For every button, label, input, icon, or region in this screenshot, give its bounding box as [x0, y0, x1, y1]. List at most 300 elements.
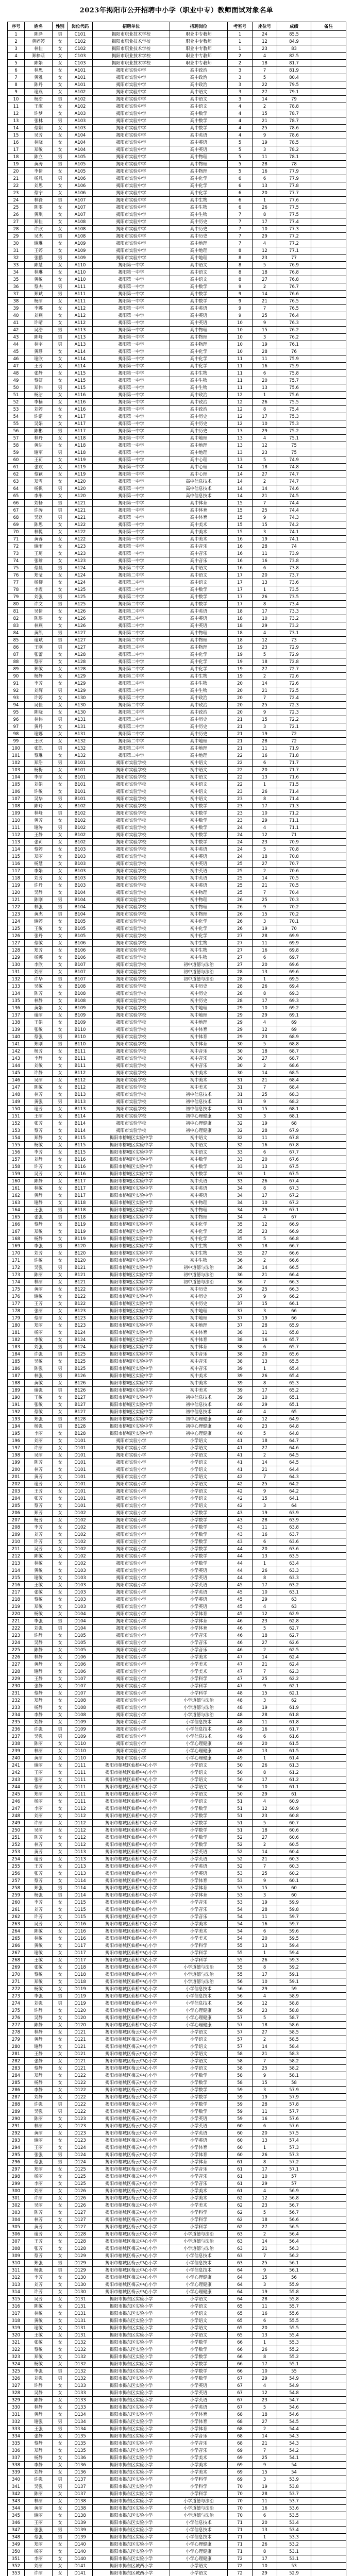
cell-index: 77	[8, 579, 25, 586]
cell-gender: 女	[53, 868, 68, 875]
cell-remark	[311, 2195, 346, 2202]
cell-name: 刘丽	[25, 1812, 53, 1820]
cell-unit: 揭阳市榕城区梅云中心小学	[93, 2036, 170, 2043]
cell-position: 小学英语	[170, 2397, 228, 2404]
cell-seat: 1	[253, 1560, 277, 1567]
cell-seat: 1	[253, 1365, 277, 1372]
cell-remark	[311, 493, 346, 500]
cell-post-code: D133	[68, 2382, 93, 2389]
cell-room: 48	[228, 1719, 253, 1726]
cell-gender: 男	[53, 2101, 68, 2108]
cell-remark	[311, 933, 346, 940]
cell-gender: 女	[53, 2563, 68, 2570]
cell-gender: 女	[53, 2166, 68, 2173]
table-row	[8, 2029, 346, 2036]
table-row	[8, 1019, 346, 1026]
cell-score: 61.9	[277, 1704, 311, 1711]
cell-score: 57.7	[277, 2108, 311, 2115]
cell-unit: 揭阳第二中学	[93, 586, 170, 594]
cell-remark	[311, 2065, 346, 2072]
table-row	[8, 276, 346, 283]
cell-position: 职业中专教师	[170, 38, 228, 45]
cell-seat: 6	[253, 1733, 277, 1740]
cell-room: 59	[228, 2115, 253, 2123]
cell-index: 351	[8, 2555, 25, 2563]
cell-score: 76.3	[277, 319, 311, 327]
cell-remark	[311, 2050, 346, 2058]
cell-gender: 女	[53, 89, 68, 96]
cell-unit: 揭阳市揭东区实验小学	[93, 2368, 170, 2375]
cell-remark	[311, 175, 346, 182]
cell-remark	[311, 2447, 346, 2454]
cell-unit: 揭阳市揭东区实验小学	[93, 2303, 170, 2310]
cell-score: 56.1	[277, 2260, 311, 2267]
cell-remark	[311, 940, 346, 947]
table-row	[8, 2195, 346, 2202]
cell-unit: 揭阳市榕城区实验中学	[93, 1358, 170, 1365]
cell-name: 吴敏	[25, 983, 53, 990]
cell-remark	[311, 1668, 346, 1675]
cell-position: 高中英语	[170, 622, 228, 630]
cell-post-code: A102	[68, 96, 93, 103]
cell-gender: 女	[53, 1553, 68, 1560]
cell-post-code: B120	[68, 1250, 93, 1257]
cell-remark	[311, 1250, 346, 1257]
cell-index: 213	[8, 1560, 25, 1567]
table-row	[8, 312, 346, 319]
cell-score: 66.7	[277, 1243, 311, 1250]
cell-unit: 揭阳市榕城区实验中学	[93, 1430, 170, 1437]
table-row	[8, 586, 346, 594]
cell-remark	[311, 2014, 346, 2022]
cell-gender: 男	[53, 1041, 68, 1048]
cell-index: 99	[8, 738, 25, 745]
cell-post-code: A113	[68, 341, 93, 348]
cell-room: 24	[228, 839, 253, 846]
cell-position: 小学语文	[170, 1488, 228, 1495]
cell-seat: 3	[253, 918, 277, 925]
cell-room: 9	[228, 312, 253, 319]
cell-index: 55	[8, 420, 25, 428]
cell-gender: 男	[53, 824, 68, 832]
cell-remark	[311, 1913, 346, 1921]
cell-index: 36	[8, 283, 25, 291]
cell-gender: 女	[53, 1257, 68, 1264]
cell-score: 55.5	[277, 2317, 311, 2325]
cell-position: 初中音乐	[170, 1055, 228, 1062]
cell-name: 陈静	[25, 1647, 53, 1654]
cell-seat: 23	[253, 1228, 277, 1235]
table-row	[8, 2115, 346, 2123]
cell-room: 42	[228, 1481, 253, 1488]
cell-name: 张静	[25, 2058, 53, 2065]
table-row	[8, 940, 346, 947]
cell-name: 王芳	[25, 2238, 53, 2245]
cell-unit: 揭阳第一中学	[93, 420, 170, 428]
table-row	[8, 2426, 346, 2433]
cell-seat: 23	[253, 449, 277, 456]
cell-room: 18	[228, 608, 253, 615]
cell-gender: 男	[53, 2527, 68, 2534]
cell-position: 小学数学	[170, 1553, 228, 1560]
cell-remark	[311, 1430, 346, 1437]
cell-unit: 揭阳市揭东区城西小学	[93, 2563, 170, 2570]
cell-seat: 6	[253, 1538, 277, 1546]
cell-position: 小学科学	[170, 2216, 228, 2224]
cell-unit: 揭阳市榕城区梅云中心小学	[93, 2123, 170, 2130]
cell-remark	[311, 2462, 346, 2469]
cell-position: 初中物理	[170, 904, 228, 911]
cell-score: 77.8	[277, 182, 311, 190]
cell-score: 56.2	[277, 2252, 311, 2260]
cell-score: 64.4	[277, 1466, 311, 1473]
cell-position: 初中英语	[170, 1178, 228, 1185]
cell-gender: 男	[53, 911, 68, 918]
cell-remark	[311, 1921, 346, 1928]
cell-gender: 女	[53, 2462, 68, 2469]
cell-seat: 13	[253, 2332, 277, 2339]
cell-position: 小学心理健康	[170, 1748, 228, 1755]
cell-post-code: D136	[68, 2469, 93, 2476]
table-row	[8, 2411, 346, 2418]
cell-remark	[311, 579, 346, 586]
table-row	[8, 89, 346, 96]
cell-gender: 女	[53, 1906, 68, 1913]
cell-remark	[311, 1733, 346, 1740]
cell-room: 52	[228, 1834, 253, 1841]
cell-unit: 揭阳市实验小学	[93, 1481, 170, 1488]
cell-position: 小学道德与法治	[170, 2498, 228, 2505]
cell-remark	[311, 1409, 346, 1416]
cell-post-code: B103	[68, 868, 93, 875]
cell-room: 20	[228, 709, 253, 716]
cell-seat: 25	[253, 2260, 277, 2267]
cell-score: 62.9	[277, 1611, 311, 1618]
cell-name: 吴静	[25, 2389, 53, 2397]
table-row	[8, 572, 346, 579]
cell-seat: 7	[253, 1668, 277, 1675]
cell-score: 53.4	[277, 2527, 311, 2534]
cell-gender: 女	[53, 478, 68, 485]
cell-index: 266	[8, 1942, 25, 1950]
cell-seat: 20	[253, 767, 277, 774]
cell-position: 高中化学	[170, 363, 228, 370]
cell-score: 73.2	[277, 622, 311, 630]
cell-index: 218	[8, 1596, 25, 1603]
cell-index: 212	[8, 1553, 25, 1560]
cell-index: 181	[8, 1329, 25, 1336]
cell-seat: 16	[253, 1921, 277, 1928]
table-row	[8, 1553, 346, 1560]
cell-room: 32	[228, 1113, 253, 1120]
table-row	[8, 269, 346, 276]
cell-index: 98	[8, 731, 25, 738]
cell-position: 小学体育	[170, 1877, 228, 1885]
cell-seat: 15	[253, 327, 277, 334]
cell-unit: 揭阳市榕城区仙桥中心小学	[93, 1942, 170, 1950]
cell-name: 郑敏	[25, 146, 53, 154]
cell-position: 小学音乐	[170, 2440, 228, 2447]
table-row	[8, 2231, 346, 2238]
cell-seat: 9	[253, 904, 277, 911]
cell-post-code: A126	[68, 622, 93, 630]
cell-score: 58.1	[277, 2072, 311, 2079]
cell-unit: 揭阳市揭东区实验小学	[93, 2548, 170, 2555]
cell-gender: 男	[53, 514, 68, 521]
cell-gender: 女	[53, 529, 68, 536]
cell-remark	[311, 1964, 346, 1971]
table-row	[8, 291, 346, 298]
cell-unit: 揭阳市榕城区梅云中心小学	[93, 2252, 170, 2260]
cell-unit: 揭阳第二中学	[93, 615, 170, 622]
cell-seat: 8	[253, 2353, 277, 2361]
cell-post-code: D107	[68, 1683, 93, 1690]
cell-post-code: D125	[68, 2173, 93, 2180]
cell-room: 41	[228, 1466, 253, 1473]
cell-unit: 揭阳市榕城区实验中学	[93, 1351, 170, 1358]
cell-index: 41	[8, 319, 25, 327]
cell-remark	[311, 298, 346, 305]
cell-position: 高中地理	[170, 752, 228, 759]
cell-gender: 女	[53, 1928, 68, 1935]
cell-gender: 女	[53, 2317, 68, 2325]
cell-score: 73.7	[277, 572, 311, 579]
cell-name: 王敏	[25, 1957, 53, 1964]
cell-seat: 17	[253, 1192, 277, 1199]
cell-score: 66.2	[277, 1293, 311, 1300]
table-row	[8, 954, 346, 961]
cell-room: 10	[228, 334, 253, 341]
table-row	[8, 868, 346, 875]
cell-room: 66	[228, 2353, 253, 2361]
cell-score: 75	[277, 442, 311, 449]
cell-room: 27	[228, 940, 253, 947]
cell-gender: 女	[53, 1163, 68, 1171]
cell-unit: 揭阳市实验小学	[93, 1502, 170, 1510]
table-row	[8, 255, 346, 262]
cell-unit: 揭阳市实验学校	[93, 1070, 170, 1077]
cell-remark	[311, 190, 346, 197]
cell-room: 47	[228, 1654, 253, 1661]
cell-score: 56.7	[277, 2209, 311, 2216]
cell-unit: 揭阳市实验小学	[93, 1524, 170, 1531]
cell-unit: 揭阳市榕城区梅云中心小学	[93, 2209, 170, 2216]
cell-room: 28	[228, 969, 253, 976]
cell-post-code: A115	[68, 384, 93, 392]
cell-index: 210	[8, 1538, 25, 1546]
table-row	[8, 1315, 346, 1322]
table-row	[8, 1618, 346, 1625]
table-row	[8, 2101, 346, 2108]
cell-position: 小学信息技术	[170, 1986, 228, 1993]
cell-remark	[311, 348, 346, 355]
cell-post-code: D109	[68, 1719, 93, 1726]
table-row	[8, 1740, 346, 1748]
cell-post-code: D104	[68, 1611, 93, 1618]
cell-remark	[311, 2029, 346, 2036]
cell-score: 61.2	[277, 1769, 311, 1776]
cell-seat: 14	[253, 1654, 277, 1661]
cell-score: 69	[277, 1019, 311, 1026]
cell-position: 初中语文	[170, 795, 228, 803]
cell-unit: 揭阳第二中学	[93, 731, 170, 738]
cell-remark	[311, 875, 346, 882]
cell-remark	[311, 2180, 346, 2188]
cell-index: 217	[8, 1589, 25, 1596]
cell-score: 73.5	[277, 586, 311, 594]
cell-position: 小学道德与法治	[170, 1704, 228, 1711]
cell-remark	[311, 1849, 346, 1856]
cell-score: 74.3	[277, 514, 311, 521]
cell-position: 小学心理健康	[170, 2555, 228, 2563]
cell-index: 3	[8, 45, 25, 53]
table-row	[8, 2469, 346, 2476]
cell-gender: 女	[53, 1279, 68, 1286]
cell-post-code: D113	[68, 1863, 93, 1870]
cell-score: 67.4	[277, 1178, 311, 1185]
cell-position: 小学语文	[170, 1459, 228, 1466]
cell-seat: 4	[253, 1993, 277, 2000]
cell-remark	[311, 1272, 346, 1279]
cell-room: 7	[228, 226, 253, 233]
cell-unit: 揭阳市职业技术学校	[93, 31, 170, 38]
cell-post-code: A119	[68, 471, 93, 478]
cell-position: 高中信息技术	[170, 478, 228, 485]
cell-index: 71	[8, 536, 25, 543]
cell-index: 20	[8, 168, 25, 175]
cell-name: 吴芳	[25, 1546, 53, 1553]
cell-score: 55.3	[277, 2339, 311, 2346]
cell-gender: 女	[53, 615, 68, 622]
cell-score: 77.9	[277, 168, 311, 175]
cell-post-code: B121	[68, 1272, 93, 1279]
cell-gender: 女	[53, 1272, 68, 1279]
cell-score: 70.8	[277, 853, 311, 860]
cell-remark	[311, 132, 346, 139]
cell-position: 高中语文	[170, 579, 228, 586]
cell-position: 小学科学	[170, 1675, 228, 1683]
cell-name: 谢娜	[25, 731, 53, 738]
cell-room: 2	[228, 53, 253, 60]
cell-score: 66	[277, 1308, 311, 1315]
cell-room: 70	[228, 2505, 253, 2512]
cell-position: 小学语文	[170, 1481, 228, 1488]
cell-seat: 4	[253, 824, 277, 832]
cell-seat: 27	[253, 1445, 277, 1452]
cell-name: 刘强	[25, 2000, 53, 2007]
cell-post-code: D112	[68, 1812, 93, 1820]
cell-name: 刘丽	[25, 2563, 53, 2570]
cell-seat: 15	[253, 1106, 277, 1113]
cell-gender: 女	[53, 2173, 68, 2180]
table-row	[8, 1041, 346, 1048]
cell-remark	[311, 2426, 346, 2433]
cell-unit: 揭阳市实验小学	[93, 1755, 170, 1762]
table-row	[8, 1776, 346, 1784]
cell-index: 132	[8, 976, 25, 983]
cell-name: 陈玲	[25, 803, 53, 810]
cell-index: 299	[8, 2180, 25, 2188]
cell-name: 杨芳	[25, 1048, 53, 1055]
cell-index: 349	[8, 2541, 25, 2548]
cell-index: 341	[8, 2483, 25, 2490]
cell-remark	[311, 240, 346, 247]
cell-remark	[311, 1070, 346, 1077]
cell-score: 77.7	[277, 190, 311, 197]
cell-position: 初中道德与法治	[170, 976, 228, 983]
cell-name: 郑敏	[25, 1603, 53, 1611]
cell-room: 44	[228, 1567, 253, 1574]
cell-index: 161	[8, 1185, 25, 1192]
cell-gender: 女	[53, 1755, 68, 1762]
cell-post-code: A106	[68, 190, 93, 197]
cell-unit: 揭阳市榕城区仙桥中心小学	[93, 1849, 170, 1856]
cell-room: 31	[228, 1077, 253, 1084]
cell-gender: 女	[53, 53, 68, 60]
cell-name: 杨梅	[25, 767, 53, 774]
cell-index: 62	[8, 471, 25, 478]
cell-index: 272	[8, 1986, 25, 1993]
cell-seat: 25	[253, 1675, 277, 1683]
cell-index: 136	[8, 1005, 25, 1012]
cell-post-code: A130	[68, 702, 93, 709]
cell-gender: 女	[53, 2397, 68, 2404]
cell-name: 张强	[25, 2527, 53, 2534]
cell-index: 345	[8, 2512, 25, 2519]
cell-name: 郑浩	[25, 759, 53, 767]
cell-remark	[311, 2159, 346, 2166]
cell-remark	[311, 2469, 346, 2476]
cell-index: 111	[8, 824, 25, 832]
cell-post-code: A120	[68, 493, 93, 500]
table-row	[8, 132, 346, 139]
cell-remark	[311, 2418, 346, 2426]
cell-room: 52	[228, 1863, 253, 1870]
cell-score: 54.5	[277, 2418, 311, 2426]
cell-room: 56	[228, 1978, 253, 1986]
cell-position: 初中生物	[170, 954, 228, 961]
cell-gender: 男	[53, 2159, 68, 2166]
cell-gender: 女	[53, 1286, 68, 1293]
cell-unit: 揭阳市榕城区梅云中心小学	[93, 2101, 170, 2108]
cell-score: 76.5	[277, 298, 311, 305]
cell-score: 54.6	[277, 2411, 311, 2418]
cell-seat: 17	[253, 413, 277, 420]
cell-seat: 26	[253, 1178, 277, 1185]
cell-gender: 女	[53, 1502, 68, 1510]
cell-remark	[311, 1618, 346, 1625]
cell-index: 219	[8, 1603, 25, 1611]
cell-index: 307	[8, 2238, 25, 2245]
cell-name: 黄凯	[25, 630, 53, 637]
cell-index: 113	[8, 839, 25, 846]
cell-seat: 16	[253, 947, 277, 954]
cell-remark	[311, 96, 346, 103]
cell-room: 65	[228, 2303, 253, 2310]
cell-index: 152	[8, 1120, 25, 1127]
table-row	[8, 2498, 346, 2505]
cell-seat: 9	[253, 2072, 277, 2079]
cell-score: 63.8	[277, 1524, 311, 1531]
cell-remark	[311, 74, 346, 81]
cell-gender: 女	[53, 2505, 68, 2512]
cell-seat: 28	[253, 1127, 277, 1134]
cell-position: 小学英语	[170, 1856, 228, 1863]
cell-room: 68	[228, 2418, 253, 2426]
cell-name: 谢敏	[25, 1950, 53, 1957]
cell-index: 259	[8, 1892, 25, 1899]
cell-unit: 揭阳市实验学校	[93, 1084, 170, 1091]
